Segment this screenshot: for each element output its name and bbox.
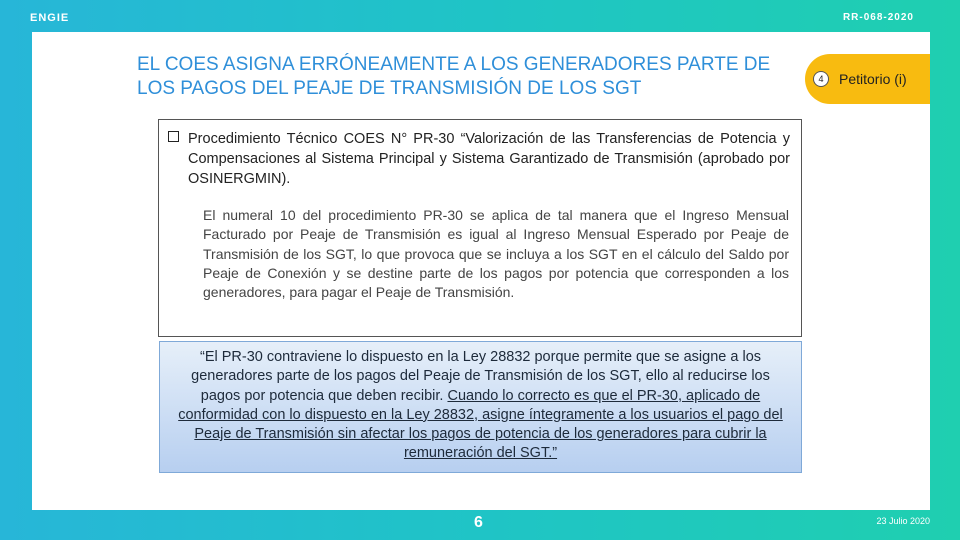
quote-underlined-text: Cuando lo correcto es que el PR-30, aplicado de conformidad con lo dispuesto en la Ley 28832, asigne íntegramente a los usuarios el pago del Peaje de Transmisión sin afectar los pagos de potencia de los generadores para cubrir la remuneración del SGT.” [178, 387, 783, 462]
checkbox-bullet-icon [168, 131, 179, 142]
quote-box [159, 341, 802, 473]
page-number: 6 [474, 514, 483, 531]
bullet-item [168, 129, 790, 189]
footer-date: 23 Julio 2020 [876, 516, 930, 526]
quote-text: “El PR-30 contraviene lo dispuesto en la Ley 28832 porque permite que se asigne a los generadores parte de los pagos del Peaje de Transmisión de los SGT, ello al reducirse los pagos por potencia que deben recibir. [191, 349, 770, 404]
document-reference: RR-068-2020 [842, 12, 914, 23]
slide-title: EL COES ASIGNA ERRÓNEAMENTE A LOS GENERADORES PARTE DE LOS PAGOS DEL PEAJE DE TRANSMISIÓN DE LOS SGT [137, 54, 771, 99]
badge-label: Petitorio (i) [839, 71, 907, 87]
explanation-paragraph: El numeral 10 del procedimiento PR-30 se aplica de tal manera que el Ingreso Mensual Facturado por Peaje de Transmisión es igual al Ingreso Mensual Esperado por Peaje de Transmisión de los SGT, lo que provoca que se incluya a los SGT en el cálculo del Saldo por Peaje de Conexión y se destine parte de los pagos por potencia que corresponden a los generadores, para pagar el Peaje de Transmisión. [203, 207, 789, 301]
petitorio-badge [805, 54, 930, 104]
badge-number: 4 [813, 71, 829, 87]
bullet-text: Procedimiento Técnico COES N° PR-30 “Valorización de las Transferencias de Potencia y Compensaciones al Sistema Principal y Sistema Garantizado de Transmisión (aprobado por OSINERGMIN). [188, 131, 790, 187]
brand-logo-text: ENGIE [30, 12, 70, 24]
